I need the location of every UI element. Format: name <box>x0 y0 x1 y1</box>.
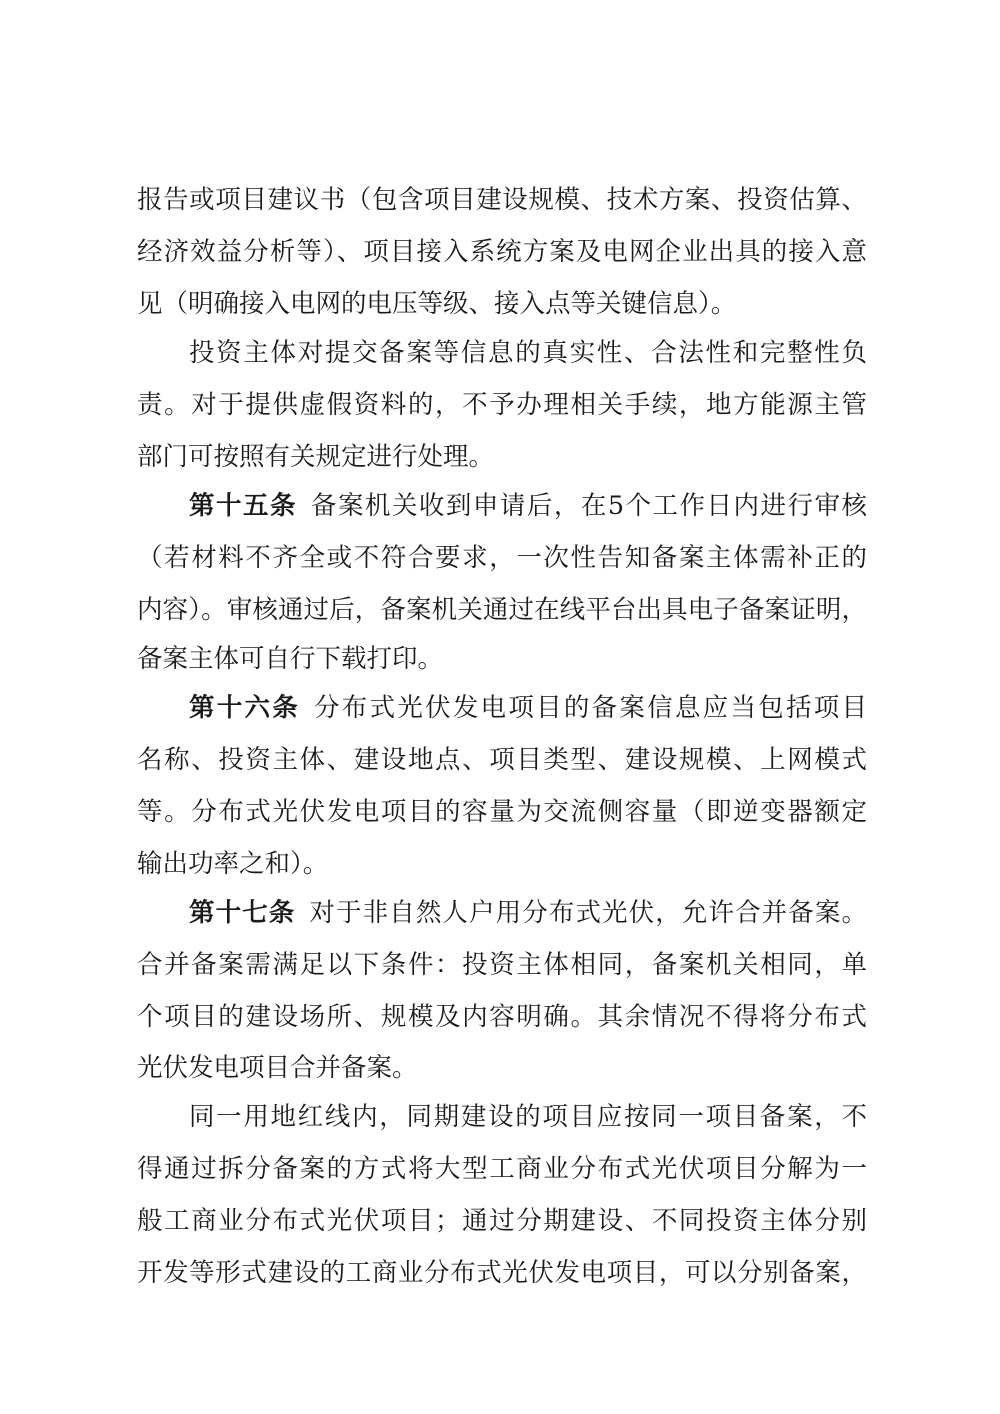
paragraph-line: 内容）。审核通过后，备案机关通过在线平台出具电子备案证明， <box>137 595 867 625</box>
paragraph-line: （若材料不齐全或不符合要求，一次性告知备案主体需补正的 <box>137 543 867 573</box>
article-heading: 第十七条 <box>189 898 296 928</box>
paragraph-line: 经济效益分析等）、项目接入系统方案及电网企业出具的接入意 <box>137 237 867 267</box>
paragraph-line: 得通过拆分备案的方式将大型工商业分布式光伏项目分解为一 <box>137 1154 867 1184</box>
paragraph-text: 分布式光伏发电项目的备案信息应当包括项目 <box>314 693 867 723</box>
article-15-first-line <box>189 486 867 526</box>
paragraph-text: 备案机关收到申请后，在5个工作日内进行审核 <box>310 491 867 521</box>
paragraph-line: 般工商业分布式光伏项目；通过分期建设、不同投资主体分别 <box>137 1206 867 1236</box>
paragraph-line: 报告或项目建议书（包含项目建设规模、技术方案、投资估算、 <box>137 185 867 215</box>
paragraph-line: 光伏发电项目合并备案。 <box>137 1053 418 1083</box>
paragraph-text: 对于非自然人户用分布式光伏，允许合并备案。 <box>309 898 867 928</box>
paragraph-line: 同一用地红线内，同期建设的项目应按同一项目备案，不 <box>189 1102 867 1132</box>
article-16-first-line <box>189 688 867 728</box>
paragraph-line: 备案主体可自行下载打印。 <box>137 644 444 674</box>
paragraph-line: 部门可按照有关规定进行处理。 <box>137 442 495 472</box>
article-17-first-line <box>189 893 867 933</box>
paragraph-line: 开发等形式建设的工商业分布式光伏发电项目，可以分别备案， <box>137 1258 867 1288</box>
paragraph-line: 名称、投资主体、建设地点、项目类型、建设规模、上网模式 <box>137 745 867 775</box>
paragraph-line: 输出功率之和）。 <box>137 849 329 879</box>
paragraph-line: 合并备案需满足以下条件：投资主体相同，备案机关相同，单 <box>137 950 867 980</box>
paragraph-line: 个项目的建设场所、规模及内容明确。其余情况不得将分布式 <box>137 1002 867 1032</box>
article-heading: 第十五条 <box>189 491 297 521</box>
paragraph-line: 等。分布式光伏发电项目的容量为交流侧容量（即逆变器额定 <box>137 797 867 827</box>
article-heading: 第十六条 <box>189 693 301 723</box>
paragraph-line: 见（明确接入电网的电压等级、接入点等关键信息）。 <box>137 289 737 319</box>
paragraph-line: 责。对于提供虚假资料的，不予办理相关手续，地方能源主管 <box>137 390 867 420</box>
paragraph-line: 投资主体对提交备案等信息的真实性、合法性和完整性负 <box>189 338 867 368</box>
